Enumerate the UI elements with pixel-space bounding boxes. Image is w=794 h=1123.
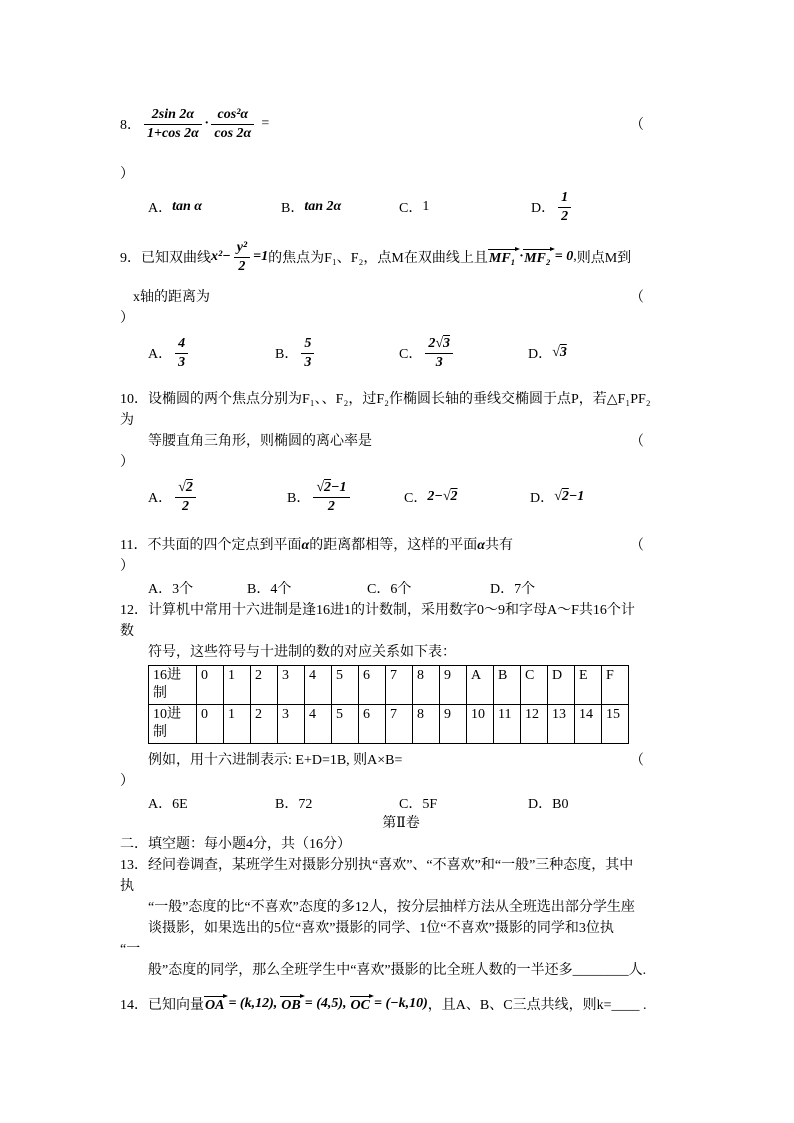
hex-cell: F — [602, 666, 629, 705]
alpha-symbol: α — [301, 538, 310, 553]
q9-lead-text: 已知双曲线 — [141, 251, 211, 266]
hex-cell: B — [494, 666, 521, 705]
question-9-options — [120, 331, 682, 375]
hex-cell: E — [575, 666, 602, 705]
question-8-number: 8． — [120, 118, 141, 133]
hex-cell: 7 — [386, 666, 413, 705]
option-d: D．7个 — [490, 581, 536, 597]
question-13-line3: “一般”态度的比“不喜欢”态度的多12人，按分层抽样方法从全班选出部分学生座 — [148, 900, 635, 915]
hex-cell: 4 — [305, 666, 332, 705]
option-b — [281, 197, 341, 217]
option-b: B．72 — [275, 796, 313, 812]
dec-cell: 1 — [224, 705, 251, 744]
fraction-denominator: 2 — [238, 258, 246, 274]
hex-cell: D — [548, 666, 575, 705]
dec-cell: 5 — [332, 705, 359, 744]
dec-cell: 8 — [413, 705, 440, 744]
fraction-numerator — [425, 335, 453, 354]
radical-sign: √ — [435, 336, 444, 351]
hex-decimal-table — [148, 665, 629, 744]
option-label: C． — [399, 347, 423, 362]
q9-tail-text: 则点M到 — [576, 251, 632, 266]
question-12-options — [120, 792, 682, 813]
dec-cell: 3 — [278, 705, 305, 744]
option-value: tan 2α — [304, 199, 342, 214]
option-c: C．6个 — [367, 581, 412, 597]
question-13-line2: 执 — [120, 879, 134, 894]
option-value: 1 — [422, 199, 430, 214]
fraction-denominator: 3 — [178, 354, 186, 370]
hex-cell: 6 — [359, 666, 386, 705]
option-a — [148, 197, 202, 217]
dec-cell: 15 — [602, 705, 629, 744]
hex-cell: 1 — [224, 666, 251, 705]
option-label: D． — [531, 201, 556, 216]
fraction-numerator: y² — [234, 239, 250, 258]
q9-line2-text: x轴的距离为 — [133, 290, 210, 305]
question-8-options — [120, 185, 682, 229]
dec-cell: 14 — [575, 705, 602, 744]
option-label: B． — [275, 347, 299, 362]
q14-eq-b: = (4,5), — [304, 996, 347, 1011]
question-9-line2 — [120, 287, 682, 308]
option-d — [531, 189, 574, 225]
q9-fraction — [234, 239, 250, 275]
open-paren: （ — [630, 434, 644, 449]
dot-product: · — [519, 249, 524, 264]
alpha-symbol: α — [477, 538, 485, 553]
question-9-number: 9． — [120, 251, 141, 266]
fraction — [558, 189, 571, 225]
radical-sign: √ — [554, 489, 562, 504]
radicand: 2 — [324, 480, 332, 495]
option-a — [148, 335, 191, 371]
dec-cell: 4 — [305, 705, 332, 744]
question-13-line5: “一 — [120, 942, 141, 957]
dec-cell: 11 — [494, 705, 521, 744]
dec-cell: 7 — [386, 705, 413, 744]
option-label: D． — [528, 347, 553, 362]
option-label: A． — [148, 491, 173, 506]
option-b — [287, 479, 353, 515]
fraction-numerator — [313, 479, 349, 498]
vector-oa: OA — [204, 995, 228, 1013]
fraction-denominator: 3 — [304, 354, 312, 370]
fraction-denominator: 3 — [435, 354, 443, 370]
radicand: 2 — [185, 480, 193, 495]
hex-cell: 3 — [278, 666, 305, 705]
q8-fraction-2 — [211, 106, 254, 142]
q10-close-paren: ） — [120, 455, 134, 470]
radicand: 3 — [443, 336, 451, 351]
fraction-denominator: 2 — [181, 498, 189, 514]
section-2-title: 第Ⅱ卷 — [382, 816, 420, 831]
q12-close-paren: ） — [120, 774, 134, 789]
q9-mid-text: 的焦点为F₁、F₂，点M在双曲线上且 — [268, 251, 488, 266]
dec-cell: 10 — [467, 705, 494, 744]
option-label: C． — [404, 491, 428, 506]
question-9-stem — [120, 233, 682, 281]
question-12-line2: 数 — [120, 624, 134, 639]
option-a: A．3个 — [148, 581, 194, 597]
option-d — [528, 343, 567, 363]
hex-cell: 8 — [413, 666, 440, 705]
minus-one: −1 — [331, 480, 347, 495]
question-8-stem — [120, 100, 682, 148]
q8-fraction-1 — [144, 106, 202, 142]
question-10-line1: 10．设椭圆的两个焦点分别为F₁、、F₂，过F₂作椭圆长轴的垂线交椭圆于点P，若△F₁PF₂ — [120, 392, 651, 407]
question-10-line2: 为 — [120, 413, 134, 428]
exam-content — [120, 100, 682, 1017]
hex-cell: A — [467, 666, 494, 705]
vector-ob: OB — [280, 995, 304, 1013]
q10-line3-text: 等腰直角三角形，则椭圆的离心率是 — [148, 434, 372, 449]
section-2-heading: 二．填空题：每小题4分，共（16分） — [120, 837, 351, 852]
multiplication-dot: · — [204, 116, 209, 131]
question-14-stem — [120, 991, 682, 1017]
q9-equals-0: = 0 — [554, 249, 574, 264]
option-value — [554, 489, 584, 505]
fraction-denominator: 1+cos 2α — [147, 125, 199, 141]
question-13-line4: 谈摄影，如果选出的5位“喜欢”摄影的同学、1位“不喜欢”摄影的同学和3位执 — [148, 921, 614, 936]
hex-row — [149, 666, 629, 705]
q14-eq-a: = (k,12), — [228, 996, 278, 1011]
q8-close-paren: ） — [120, 167, 134, 182]
option-a — [148, 479, 199, 515]
dec-cell: 6 — [359, 705, 386, 744]
fraction-numerator: cos²α — [211, 106, 254, 125]
hex-cell: 0 — [197, 666, 224, 705]
radical-sign: √ — [552, 345, 560, 360]
question-11-stem — [120, 535, 682, 556]
q11-text-1: 11．不共面的四个定点到平面 — [120, 538, 302, 553]
option-value — [427, 489, 457, 505]
question-12-line1: 12．计算机中常用十六进制是逢16进1的计数制，采用数字0～9和字母A～F共16个计 — [120, 603, 635, 618]
fraction — [175, 479, 196, 515]
fraction-denominator: 2 — [561, 208, 569, 224]
radicand: 3 — [559, 345, 567, 360]
question-13-line1: 13．经问卷调查，某班学生对摄影分别执“喜欢”、“不喜欢”和“一般”三种态度，其中 — [120, 858, 634, 873]
fraction — [175, 335, 188, 371]
option-label: B． — [281, 201, 305, 216]
row-header-decimal: 10进制 — [149, 705, 197, 744]
fraction-denominator: cos 2α — [214, 125, 252, 141]
q14-lead-text: 14．已知向量 — [120, 998, 204, 1013]
question-10-options — [120, 475, 682, 519]
comma: , — [573, 249, 577, 264]
dec-cell: 9 — [440, 705, 467, 744]
fraction-numerator: 4 — [175, 335, 188, 354]
option-d — [530, 487, 584, 507]
radicand: 2 — [561, 489, 569, 504]
hex-cell: 2 — [251, 666, 278, 705]
prefix: 2− — [427, 489, 443, 504]
row-header-hex: 16进制 — [149, 666, 197, 705]
q11-close-paren: ） — [120, 559, 134, 574]
fraction-numerator: 5 — [301, 335, 314, 354]
decimal-row — [149, 705, 629, 744]
option-label: D． — [530, 491, 555, 506]
dec-cell: 12 — [521, 705, 548, 744]
q9-equals-1: =1 — [253, 249, 269, 264]
vector-mf1: MF₁ — [488, 248, 520, 266]
option-label: A． — [148, 347, 173, 362]
hex-cell: 9 — [440, 666, 467, 705]
hex-cell: 5 — [332, 666, 359, 705]
q14-eq-c: = (−k,10) — [373, 996, 428, 1011]
fraction — [425, 335, 453, 371]
option-b — [275, 335, 317, 371]
open-paren: （ — [630, 290, 644, 305]
question-11-options — [120, 577, 682, 598]
option-d: D．B0 — [528, 796, 569, 812]
equals-sign: = — [261, 116, 270, 131]
radical-sign: √ — [316, 480, 325, 495]
option-value: tan α — [172, 199, 203, 214]
fraction-numerator: 2sin 2α — [144, 106, 202, 125]
option-label: A． — [148, 201, 173, 216]
open-paren: （ — [630, 753, 644, 768]
option-label: C． — [399, 201, 423, 216]
option-a: A．6E — [148, 796, 188, 812]
option-c: C．5F — [399, 796, 438, 812]
option-value — [552, 345, 567, 361]
q14-tail-text: ，且A、B、C三点共线，则k=____ . — [427, 998, 647, 1013]
minus-one: −1 — [568, 489, 585, 504]
question-12-example — [120, 750, 682, 771]
fraction-denominator: 2 — [327, 498, 335, 514]
option-c — [399, 197, 429, 217]
q9-x-squared: x²− — [211, 249, 231, 264]
q11-text-2: 的距离都相等，这样的平面 — [309, 538, 478, 553]
q9-close-paren: ） — [120, 311, 134, 326]
hex-cell: C — [521, 666, 548, 705]
open-paren: （ — [630, 118, 644, 133]
option-b: B．4个 — [247, 581, 292, 597]
open-paren: （ — [630, 538, 644, 553]
question-13-line6: 般”态度的同学，那么全班学生中“喜欢”摄影的比全班人数的一半还多________人. — [148, 963, 647, 978]
fraction — [313, 479, 349, 515]
fraction — [301, 335, 314, 371]
vector-mf2: MF₂ — [523, 248, 555, 266]
dec-cell: 13 — [548, 705, 575, 744]
dec-cell: 2 — [251, 705, 278, 744]
fraction-numerator — [175, 479, 196, 498]
radical-sign: √ — [178, 480, 186, 495]
coefficient: 2 — [428, 336, 436, 351]
option-c — [399, 335, 456, 371]
option-label: B． — [287, 491, 311, 506]
question-10-line3 — [120, 431, 682, 452]
radical-sign: √ — [442, 489, 451, 504]
vector-oc: OC — [350, 995, 374, 1013]
q12-example-text: 例如，用十六进制表示: E+D=1B, 则A×B= — [148, 753, 403, 768]
option-c — [404, 487, 458, 507]
q11-text-3: 共有 — [484, 538, 513, 553]
fraction-numerator: 1 — [558, 189, 571, 208]
question-12-line3: 符号，这些符号与十进制的数的对应关系如下表： — [148, 645, 456, 660]
dec-cell: 0 — [197, 705, 224, 744]
radicand: 2 — [450, 489, 458, 504]
